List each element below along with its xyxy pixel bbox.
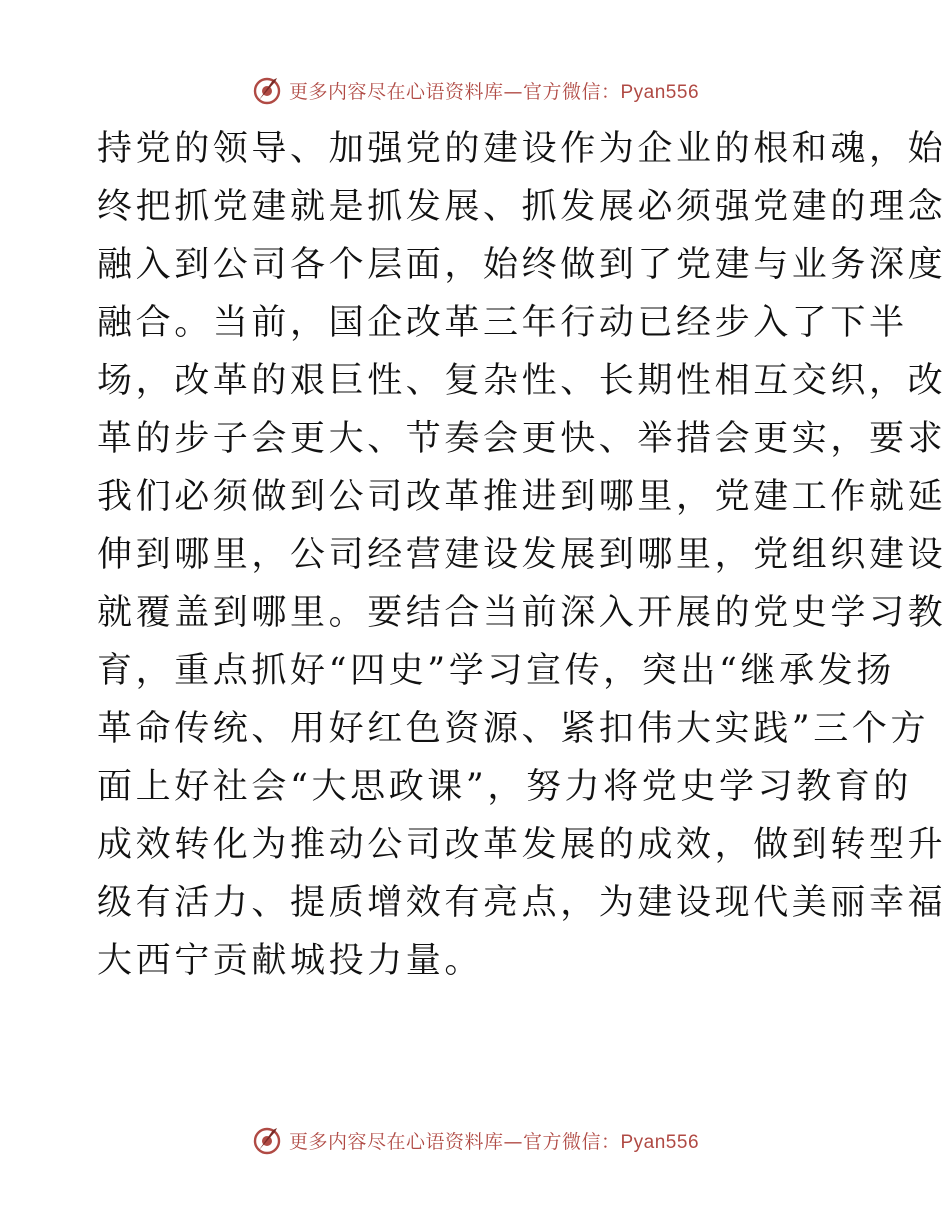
watermark-dash: — bbox=[503, 80, 523, 103]
text-line: 融合。当前，国企改革三年行动已经步入了下半 bbox=[97, 303, 908, 343]
watermark-dash: — bbox=[503, 1130, 523, 1153]
text-line: 我们必须做到公司改革推进到哪里，党建工作就延 bbox=[97, 477, 947, 517]
text-line: 革命传统、用好红色资源、紧扣伟大实践”三个方 bbox=[97, 709, 930, 749]
text-line: 大西宁贡献城投力量。 bbox=[97, 941, 484, 981]
text-line: 终把抓党建就是抓发展、抓发展必须强党建的理念 bbox=[97, 187, 947, 227]
text-line: 伸到哪里，公司经营建设发展到哪里，党组织建设 bbox=[97, 535, 947, 575]
watermark-wechat-label: 官方微信： bbox=[522, 80, 621, 103]
text-line: 级有活力、提质增效有亮点，为建设现代美丽幸福 bbox=[97, 883, 947, 923]
watermark-text bbox=[289, 1127, 699, 1154]
watermark-wechat-id: Pyan556 bbox=[620, 81, 700, 103]
watermark-wechat-id: Pyan556 bbox=[620, 1131, 700, 1153]
quill-seal-icon bbox=[251, 1124, 283, 1156]
watermark-text bbox=[289, 77, 699, 104]
footer-watermark bbox=[0, 1120, 950, 1160]
text-line: 场，改革的艰巨性、复杂性、长期性相互交织，改 bbox=[97, 361, 947, 401]
text-line: 就覆盖到哪里。要结合当前深入开展的党史学习教 bbox=[97, 593, 947, 633]
text-line: 成效转化为推动公司改革发展的成效，做到转型升 bbox=[97, 825, 947, 865]
header-watermark bbox=[0, 70, 950, 110]
quill-seal-icon bbox=[251, 74, 283, 106]
text-line: 面上好社会“大思政课”，努力将党史学习教育的 bbox=[97, 767, 912, 807]
watermark-main: 更多内容尽在心语资料库 bbox=[288, 1130, 504, 1153]
text-line: 革的步子会更大、节奏会更快、举措会更实，要求 bbox=[97, 419, 947, 459]
text-line: 育，重点抓好“四史”学习宣传，突出“继承发扬 bbox=[97, 651, 895, 691]
watermark-main: 更多内容尽在心语资料库 bbox=[288, 80, 504, 103]
text-line: 融入到公司各个层面，始终做到了党建与业务深度 bbox=[97, 245, 947, 285]
document-body bbox=[97, 120, 947, 990]
watermark-wechat-label: 官方微信： bbox=[522, 1130, 621, 1153]
text-line: 持党的领导、加强党的建设作为企业的根和魂，始 bbox=[97, 129, 947, 169]
